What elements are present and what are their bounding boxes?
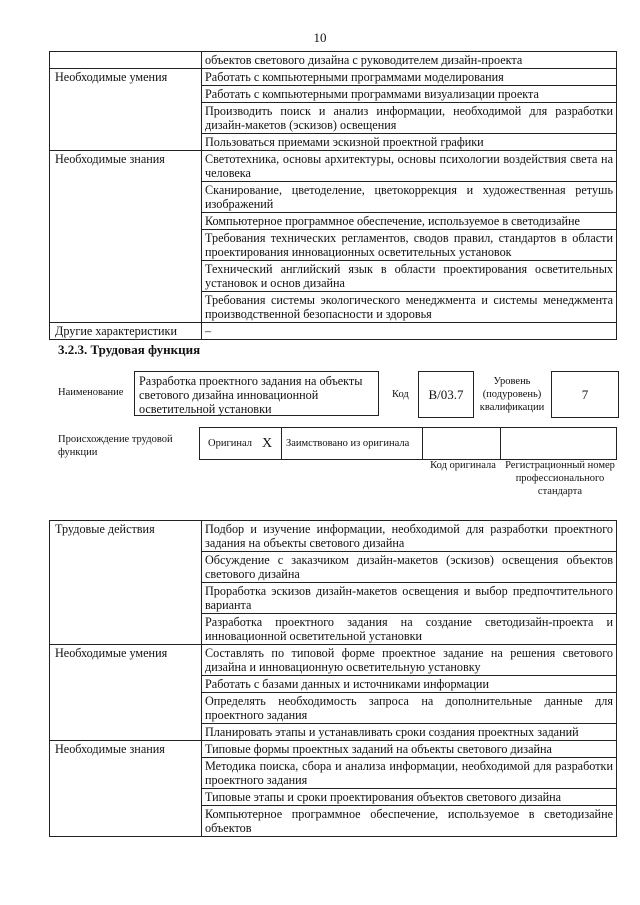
row-item: Типовые формы проектных заданий на объекты светового дизайна — [202, 741, 617, 758]
row-label — [50, 52, 202, 69]
row-item: Планировать этапы и устанавливать сроки создания проектных заданий — [202, 724, 617, 741]
row-item: Обсуждение с заказчиком дизайн-макетов (эскизов) освещения объектов светового дизайна — [202, 552, 617, 583]
table-row — [50, 741, 617, 758]
table-row — [50, 151, 617, 182]
row-label: Необходимые умения — [50, 645, 202, 741]
row-label: Необходимые знания — [50, 151, 202, 323]
page-number: 10 — [313, 30, 327, 45]
row-item: Пользоваться приемами эскизной проектной графики — [202, 134, 617, 151]
function-code-box: В/03.7 — [418, 371, 474, 418]
row-item: Составлять по типовой форме проектное задание на решения светового дизайна и инновационную осветительную установку — [202, 645, 617, 676]
row-item: Компьютерное программное обеспечение, используемое в светодизайне — [202, 213, 617, 230]
origin-label: Происхождение трудовой функции — [58, 434, 173, 458]
function-name-box: Разработка проектного задания на объекты светового дизайна инновационной осветительной установки — [134, 371, 379, 416]
row-item: Типовые этапы и сроки проектирования объектов светового дизайна — [202, 789, 617, 806]
original-cell — [199, 427, 282, 460]
table-row — [50, 323, 617, 340]
code-original-cell — [423, 427, 501, 460]
row-item: Работать с компьютерными программами визуализации проекта — [202, 86, 617, 103]
reg-number-caption: Регистрационный номер профессионального стандарта — [505, 460, 615, 497]
row-label: Трудовые действия — [50, 521, 202, 645]
table-row — [50, 521, 617, 552]
row-item: Разработка проектного задания на создание светодизайн-проекта и инновационной осветительной установки — [202, 614, 617, 645]
row-item: – — [202, 323, 617, 340]
row-label: Необходимые умения — [50, 69, 202, 151]
labor-actions-table — [49, 520, 617, 837]
row-item: Работать с базами данных и источниками информации — [202, 676, 617, 693]
row-item: Сканирование, цветоделение, цветокоррекция и художественная ретушь изображений — [202, 182, 617, 213]
row-item: Подбор и изучение информации, необходимой для разработки проектного задания на объекты светового дизайна — [202, 521, 617, 552]
reg-number-cell — [501, 427, 617, 460]
row-label: Необходимые знания — [50, 741, 202, 837]
row-item: Проработка эскизов дизайн-макетов освещения и выбор предпочтительного варианта — [202, 583, 617, 614]
skills-knowledge-table-continued — [49, 51, 617, 340]
row-item: Методика поиска, сбора и анализа информации, необходимой для разработки проектного задания — [202, 758, 617, 789]
table-row — [50, 52, 617, 69]
qualification-level-box: 7 — [551, 371, 619, 418]
row-item: Светотехника, основы архитектуры, основы психологии воздействия света на человека — [202, 151, 617, 182]
name-label: Наименование — [58, 387, 124, 398]
origin-row — [199, 427, 617, 460]
row-item: Производить поиск и анализ информации, необходимой для разработки дизайн-макетов (эскизов) освещения — [202, 103, 617, 134]
row-item: Работать с компьютерными программами моделирования — [202, 69, 617, 86]
row-item: Требования системы экологического менеджмента и системы менеджмента производственной безопасности и здоровья — [202, 292, 617, 323]
table-row — [50, 645, 617, 676]
original-mark: X — [262, 435, 273, 451]
row-label: Другие характеристики — [50, 323, 202, 340]
row-item: Определять необходимость запроса на дополнительные данные для проектного задания — [202, 693, 617, 724]
table-row — [50, 69, 617, 86]
code-label: Код — [392, 389, 409, 400]
row-item: объектов светового дизайна с руководителем дизайн-проекта — [202, 52, 617, 69]
row-item: Компьютерное программное обеспечение, используемое в светодизайне объектов — [202, 806, 617, 837]
row-item: Технический английский язык в области проектирования осветительных установок и основ дизайна — [202, 261, 617, 292]
level-label: Уровень (подуровень) квалификации — [479, 376, 545, 413]
code-original-caption: Код оригинала — [430, 460, 496, 471]
original-label: Оригинал — [208, 438, 252, 449]
section-title: 3.2.3. Трудовая функция — [58, 342, 201, 357]
row-item: Требования технических регламентов, сводов правил, стандартов в области проектирования инновационных осветительных установок — [202, 230, 617, 261]
borrowed-cell: Заимствовано из оригинала — [282, 427, 423, 460]
